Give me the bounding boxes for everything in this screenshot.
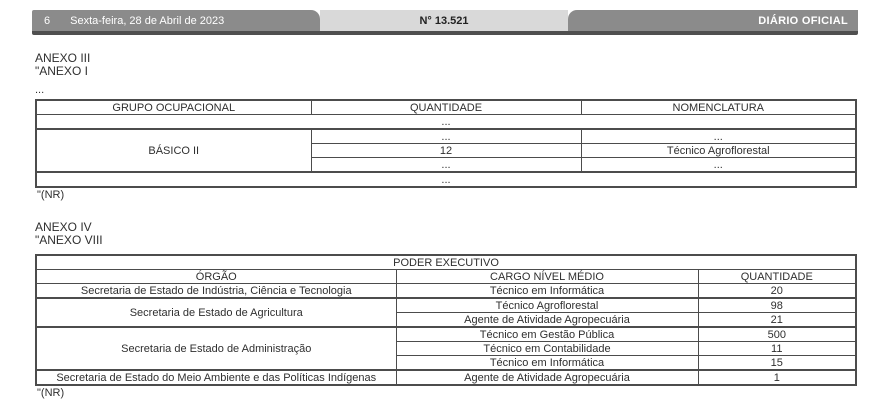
quantidade-cell: ... xyxy=(311,158,581,173)
gazette-title: DIÁRIO OFICIAL xyxy=(758,14,848,27)
gazette-page xyxy=(0,10,886,414)
header-grupo-ocupacional: GRUPO OCUPACIONAL xyxy=(36,100,311,115)
orgao-cell: Secretaria de Estado do Meio Ambiente e das Políticas Indígenas xyxy=(36,370,396,385)
anexo-viii-table xyxy=(35,254,857,386)
quantidade-cell: 20 xyxy=(698,284,856,299)
quantidade-cell: 11 xyxy=(698,342,856,356)
quantidade-cell: 1 xyxy=(698,370,856,385)
cargo-cell: Técnico em Gestão Pública xyxy=(396,327,698,342)
cargo-cell: Agente de Atividade Agropecuária xyxy=(396,370,698,385)
table-row xyxy=(36,129,856,144)
group-label-cell: BÁSICO II xyxy=(36,129,311,172)
orgao-cell: Secretaria de Estado de Administração xyxy=(36,327,396,370)
quantidade-cell: 15 xyxy=(698,356,856,371)
anexo-iv-heading xyxy=(35,221,886,247)
anexo-iv-line2: "ANEXO VIII xyxy=(35,233,103,247)
cargo-cell: Técnico em Informática xyxy=(396,284,698,299)
gazette-header xyxy=(32,10,858,35)
page-number: 6 xyxy=(44,14,51,27)
orgao-cell: Secretaria de Estado de Agricultura xyxy=(36,298,396,327)
table-row xyxy=(36,298,856,313)
anexo-i-table xyxy=(35,99,857,188)
orgao-cell: Secretaria de Estado de Indústria, Ciência e Tecnologia xyxy=(36,284,396,299)
gazette-title-tab xyxy=(568,10,858,31)
ellipsis-cell: ... xyxy=(36,172,856,187)
cargo-cell: Agente de Atividade Agropecuária xyxy=(396,313,698,328)
header-quantidade: QUANTIDADE xyxy=(311,100,581,115)
header-orgao: ÓRGÃO xyxy=(36,270,396,284)
anexo-iii-line1: ANEXO III xyxy=(35,51,91,65)
nomenclatura-cell: ... xyxy=(581,129,856,144)
nr-marker: "(NR) xyxy=(37,189,65,201)
table-row xyxy=(36,172,856,187)
nr-marker: "(NR) xyxy=(37,387,65,399)
cargo-cell: Técnico em Contabilidade xyxy=(396,342,698,356)
header-cargo-nivel-medio: CARGO NÍVEL MÉDIO xyxy=(396,270,698,284)
table-row xyxy=(36,370,856,385)
nomenclatura-cell: Técnico Agroflorestal xyxy=(581,144,856,158)
quantidade-cell: 21 xyxy=(698,313,856,328)
quantidade-cell: 12 xyxy=(311,144,581,158)
anexo-iii-line2: "ANEXO I xyxy=(35,64,88,78)
table-title: PODER EXECUTIVO xyxy=(36,255,856,270)
omission-ellipsis: ... xyxy=(35,84,45,96)
table-row xyxy=(36,327,856,342)
cargo-cell: Técnico Agroflorestal xyxy=(396,298,698,313)
table-row xyxy=(36,115,856,130)
header-quantidade: QUANTIDADE xyxy=(698,270,856,284)
quantidade-cell: ... xyxy=(311,129,581,144)
ellipsis-cell: ... xyxy=(36,115,856,130)
header-nomenclatura: NOMENCLATURA xyxy=(581,100,856,115)
quantidade-cell: 98 xyxy=(698,298,856,313)
issue-date: Sexta-feira, 28 de Abril de 2023 xyxy=(70,14,225,27)
quantidade-cell: 500 xyxy=(698,327,856,342)
edition-number-panel xyxy=(320,10,568,31)
anexo-iii-heading xyxy=(35,52,886,78)
table-title-row xyxy=(36,255,856,270)
table-row xyxy=(36,284,856,299)
table-header-row xyxy=(36,100,856,115)
table-header-row xyxy=(36,270,856,284)
cargo-cell: Técnico em Informática xyxy=(396,356,698,371)
edition-number: N° 13.521 xyxy=(419,14,469,27)
nomenclatura-cell: ... xyxy=(581,158,856,173)
header-underline xyxy=(32,31,858,35)
page-date-tab xyxy=(32,10,320,31)
anexo-iv-line1: ANEXO IV xyxy=(35,220,92,234)
